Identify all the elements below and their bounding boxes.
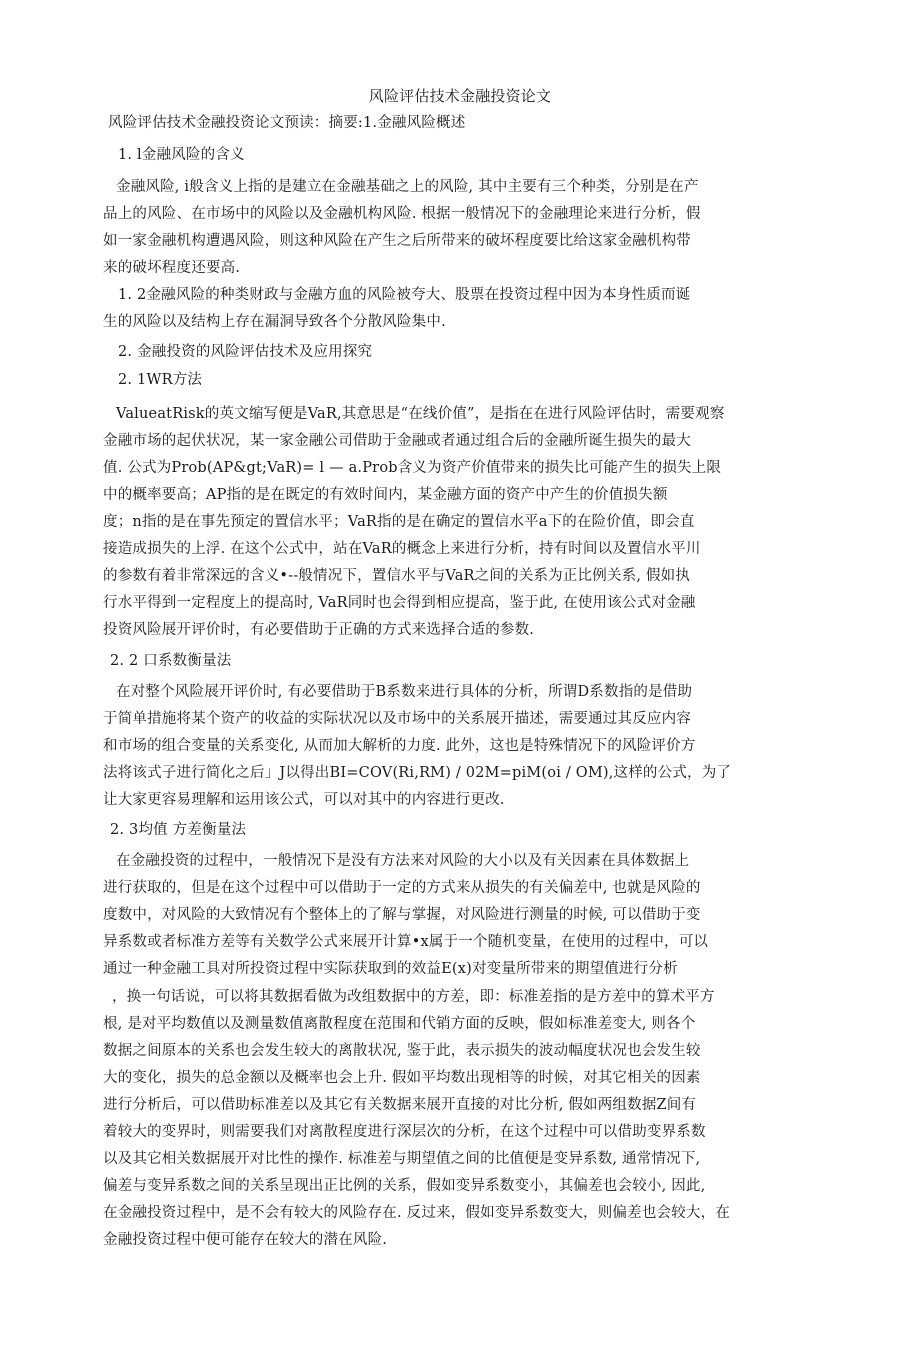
abstract-line: 风险评估技术金融投资论文预读：摘要:1.金融风险概述: [108, 115, 466, 131]
section-heading: 2. 金融投资的风险评估技术及应用探究: [118, 344, 373, 360]
paragraph-line: 根, 是对平均数值以及测量数值离散程度在范围和代销方面的反映，假如标准差变大, 则各个: [103, 1016, 696, 1032]
paragraph-line: 通过一种金融工具对所投资过程中实际获取到的效益E(x)对变量所带来的期望值进行分析: [103, 961, 678, 977]
section-heading: 2. 3均值 方差衡量法: [110, 822, 247, 838]
paragraph-line: 数据之间原本的关系也会发生较大的离散状况, 鉴于此，表示损失的波动幅度状况也会发生较: [103, 1043, 701, 1059]
paragraph-line: 在金融投资过程中，是不会有较大的风险存在. 反过来，假如变异系数变大，则偏差也会较大，在: [103, 1205, 731, 1221]
paragraph-line: 让大家更容易理解和运用该公式，可以对其中的内容进行更改.: [103, 792, 505, 808]
paragraph-line: 在对整个风险展开评价时, 有必要借助于B系数来进行具体的分析，所谓D系数指的是借助: [116, 684, 693, 700]
paragraph-line: 度；n指的是在事先预定的置信水平；VaR指的是在确定的置信水平a下的在险价值，即会直: [103, 514, 695, 530]
paragraph-line: 投资风险展开评价时，有必要借助于正确的方式来选择合适的参数.: [103, 622, 535, 638]
paragraph-line: 以及其它相关数据展开对比性的操作. 标准差与期望值之间的比值便是变异系数, 通常情况下,: [103, 1151, 701, 1167]
paragraph-line: 来的破坏程度还要高.: [103, 260, 241, 276]
document-title: 风险评估技术金融投资论文: [368, 87, 552, 105]
paragraph-line: 在金融投资的过程中，一般情况下是没有方法来对风险的大小以及有关因素在具体数据上: [116, 853, 690, 869]
paragraph-line: 接造成损失的上浮. 在这个公式中，站在VaR的概念上来进行分析，持有时间以及置信水平川: [103, 541, 701, 557]
section-heading: 1. l金融风险的含义: [118, 147, 245, 163]
paragraph-line: 进行获取的，但是在这个过程中可以借助于一定的方式来从损失的有关偏差中, 也就是风险的: [103, 880, 701, 896]
section-heading: 2. 1WR方法: [118, 372, 203, 388]
paragraph-line: 1. 2金融风险的种类财政与金融方血的风险被夸大、股票在投资过程中因为本身性质而诞: [118, 287, 691, 303]
paragraph-line: 品上的风险、在市场中的风险以及金融机构风险. 根据一般情况下的金融理论来进行分析，假: [103, 206, 701, 222]
paragraph-line: 异系数或者标准方差等有关数学公式来展开计算•x属于一个随机变量，在使用的过程中，可以: [103, 934, 709, 950]
paragraph-line: 的参数有着非常深远的含义•--般情况下，置信水平与VaR之间的关系为正比例关系, 假如执: [103, 568, 691, 584]
paragraph-line: 值. 公式为Prob(AP&gt;VaR)= l — a.Prob含义为资产价值带来的损失比可能产生的损失上限: [103, 460, 722, 476]
paragraph-line: 金融投资过程中便可能存在较大的潜在风险.: [103, 1232, 388, 1248]
paragraph-line: ，换一句话说，可以将其数据看做为改组数据中的方差，即：标准差指的是方差中的算术平方: [112, 989, 715, 1005]
paragraph-line: 如一家金融机构遭遇风险，则这种风险在产生之后所带来的破坏程度要比给这家金融机构带: [103, 233, 691, 249]
paragraph-line: 偏差与变异系数之间的关系呈现出正比例的关系，假如变异系数变小，其偏差也会较小, 因此,: [103, 1178, 706, 1194]
paragraph-line: ValueatRisk的英文缩写便是VaR,其意思是“在线价值”，是指在在进行风险评估时，需要观察: [116, 406, 725, 422]
paragraph-line: 生的风险以及结构上存在漏洞导致各个分散风险集中.: [103, 314, 446, 330]
paragraph-line: 进行分析后，可以借助标准差以及其它有关数据来展开直接的对比分析, 假如两组数据Z间有: [103, 1097, 697, 1113]
paragraph-line: 中的概率要高；AP指的是在既定的有效时间内，某金融方面的资产中产生的价值损失额: [103, 487, 668, 503]
paragraph-line: 金融风险, i般含义上指的是建立在金融基础之上的风险, 其中主要有三个种类，分别是在产: [116, 179, 699, 195]
paragraph-line: 着较大的变界时，则需要我们对离散程度进行深层次的分析，在这个过程中可以借助变界系数: [103, 1124, 706, 1140]
paragraph-line: 金融市场的起伏状况，某一家金融公司借助于金融或者通过组合后的金融所诞生损失的最大: [103, 433, 691, 449]
paragraph-line: 于简单措施将某个资产的收益的实际状况以及市场中的关系展开描述，需要通过其反应内容: [103, 711, 691, 727]
paragraph-line: 度数中，对风险的大致情况有个整体上的了解与掌握，对风险进行测量的时候, 可以借助于变: [103, 907, 701, 923]
paragraph-line: 和市场的组合变量的关系变化, 从而加大解析的力度. 此外，这也是特殊情况下的风险评价方: [103, 738, 696, 754]
paragraph-line: 大的变化，损失的总金额以及概率也会上升. 假如平均数出现相等的时候，对其它相关的因素: [103, 1070, 701, 1086]
paragraph-line: 法将该式子进行简化之后」J以得出BI=COV(Ri,RM) / 02M=piM(oi / OM),这样的公式，为了: [103, 765, 732, 781]
paragraph-line: 行水平得到一定程度上的提高时, VaR同时也会得到相应提高，鉴于此, 在使用该公式对金融: [103, 595, 696, 611]
section-heading: 2. 2 口系数衡量法: [110, 653, 232, 669]
